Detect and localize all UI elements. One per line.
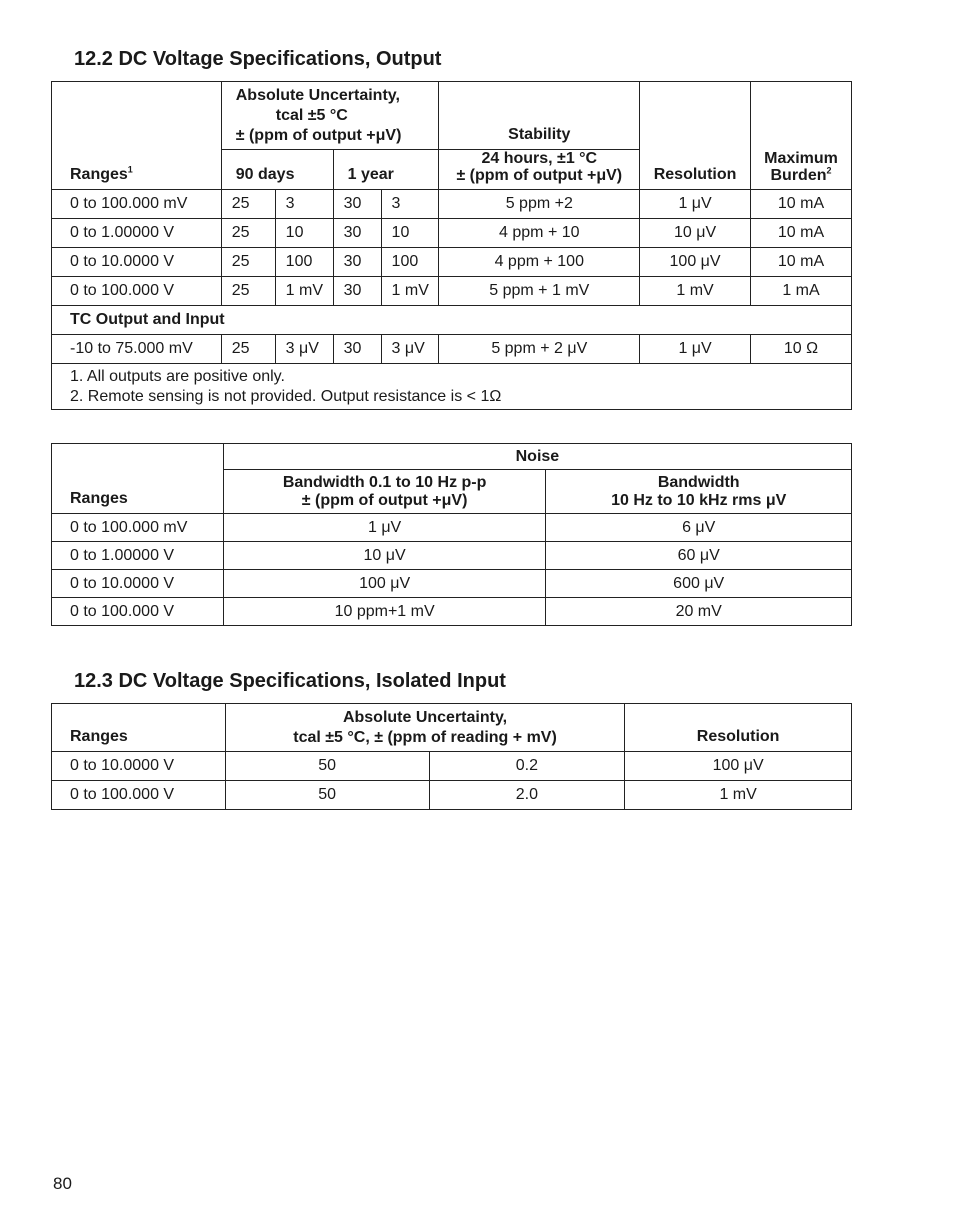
cell-resolution: 1 μV: [640, 335, 751, 364]
range-cell: 0 to 100.000 mV: [52, 190, 222, 219]
header-resolution: Resolution: [640, 82, 751, 190]
footnotes: [52, 364, 852, 410]
cell-stability: 4 ppm + 100: [439, 248, 640, 277]
cell-1y-uv: 3 μV: [381, 335, 439, 364]
header-absolute-uncertainty: Absolute Uncertainty, tcal ±5 °C ± (ppm of output +μV): [221, 82, 439, 150]
cell-mv: 0.2: [429, 752, 625, 781]
footnote-2: 2. Remote sensing is not provided. Output resistance is < 1Ω: [70, 387, 502, 405]
cell-stability: 4 ppm + 10: [439, 219, 640, 248]
page-number: 80: [53, 1174, 72, 1193]
range-cell: 0 to 1.00000 V: [52, 219, 222, 248]
iso-header-absolute-uncertainty: Absolute Uncertainty, tcal ±5 °C, ± (ppm of reading + mV): [225, 704, 624, 752]
header-1-year: 1 year: [333, 150, 439, 190]
section-title-isolated: 12.3 DC Voltage Specifications, Isolated Input: [74, 670, 506, 692]
cell-bw1: 1 μV: [223, 514, 546, 542]
cell-90d-uv: 3: [275, 190, 333, 219]
section-title-output: 12.2 DC Voltage Specifications, Output: [74, 48, 442, 70]
range-cell: 0 to 100.000 V: [52, 598, 224, 626]
cell-resolution: 100 μV: [625, 752, 852, 781]
cell-1y-ppm: 30: [333, 248, 381, 277]
cell-90d-uv: 3 μV: [275, 335, 333, 364]
noise-header-ranges: Ranges: [52, 444, 224, 514]
cell-resolution: 1 mV: [640, 277, 751, 306]
cell-1y-uv: 100: [381, 248, 439, 277]
range-cell: 0 to 100.000 mV: [52, 514, 224, 542]
cell-bw1: 100 μV: [223, 570, 546, 598]
cell-burden: 10 mA: [751, 219, 852, 248]
cell-resolution: 1 mV: [625, 781, 852, 810]
footnotes-row: [52, 364, 852, 410]
cell-burden: 10 mA: [751, 248, 852, 277]
cell-1y-ppm: 30: [333, 190, 381, 219]
cell-90d-ppm: 25: [221, 277, 275, 306]
cell-bw1: 10 ppm+1 mV: [223, 598, 546, 626]
table-row: [52, 570, 852, 598]
cell-1y-ppm: 30: [333, 335, 381, 364]
table-row: [52, 781, 852, 810]
iso-header-resolution: Resolution: [625, 704, 852, 752]
header-stability: Stability: [439, 82, 640, 150]
cell-burden: 1 mA: [751, 277, 852, 306]
noise-header-noise: Noise: [223, 444, 851, 470]
table-row: [52, 248, 852, 277]
cell-90d-uv: 100: [275, 248, 333, 277]
cell-resolution: 100 μV: [640, 248, 751, 277]
range-cell: -10 to 75.000 mV: [52, 335, 222, 364]
cell-stability: 5 ppm + 2 μV: [439, 335, 640, 364]
cell-ppm: 50: [225, 752, 429, 781]
cell-burden: 10 Ω: [751, 335, 852, 364]
isolated-input-table: [51, 703, 852, 810]
cell-1y-uv: 10: [381, 219, 439, 248]
cell-burden: 10 mA: [751, 190, 852, 219]
table-row: [52, 514, 852, 542]
table-row: [52, 277, 852, 306]
iso-header-ranges: Ranges: [52, 704, 226, 752]
cell-1y-uv: 3: [381, 190, 439, 219]
noise-table: [51, 443, 852, 626]
output-spec-table: [51, 81, 852, 410]
noise-header-bw2: Bandwidth 10 Hz to 10 kHz rms μV: [546, 470, 852, 514]
range-cell: 0 to 100.000 V: [52, 277, 222, 306]
cell-bw2: 600 μV: [546, 570, 852, 598]
noise-header-bw1: Bandwidth 0.1 to 10 Hz p-p ± (ppm of output +μV): [223, 470, 546, 514]
cell-90d-ppm: 25: [221, 248, 275, 277]
table-row: [52, 542, 852, 570]
cell-bw1: 10 μV: [223, 542, 546, 570]
cell-90d-ppm: 25: [221, 190, 275, 219]
cell-bw2: 60 μV: [546, 542, 852, 570]
cell-ppm: 50: [225, 781, 429, 810]
header-maximum-burden: Maximum Burden$^2$: [751, 82, 852, 190]
cell-1y-ppm: 30: [333, 277, 381, 306]
header-stability-24h: 24 hours, ±1 °C ± (ppm of output +μV): [439, 150, 640, 190]
cell-90d-ppm: 25: [221, 219, 275, 248]
cell-stability: 5 ppm + 1 mV: [439, 277, 640, 306]
footnote-1: 1. All outputs are positive only.: [70, 367, 285, 385]
range-cell: 0 to 10.0000 V: [52, 570, 224, 598]
table-row: [52, 598, 852, 626]
range-cell: 0 to 100.000 V: [52, 781, 226, 810]
range-cell: 0 to 10.0000 V: [52, 248, 222, 277]
cell-stability: 5 ppm +2: [439, 190, 640, 219]
header-ranges: Ranges$^1$: [52, 82, 222, 190]
range-cell: 0 to 10.0000 V: [52, 752, 226, 781]
cell-resolution: 1 μV: [640, 190, 751, 219]
cell-90d-uv: 1 mV: [275, 277, 333, 306]
tc-section-label: TC Output and Input: [52, 306, 852, 335]
table-row: [52, 752, 852, 781]
cell-90d-uv: 10: [275, 219, 333, 248]
header-90-days: 90 days: [221, 150, 333, 190]
cell-90d-ppm: 25: [221, 335, 275, 364]
table-row: [52, 219, 852, 248]
cell-resolution: 10 μV: [640, 219, 751, 248]
tc-section-row: [52, 306, 852, 335]
table-row: [52, 335, 852, 364]
table-row: [52, 190, 852, 219]
cell-1y-uv: 1 mV: [381, 277, 439, 306]
cell-bw2: 6 μV: [546, 514, 852, 542]
range-cell: 0 to 1.00000 V: [52, 542, 224, 570]
cell-1y-ppm: 30: [333, 219, 381, 248]
cell-mv: 2.0: [429, 781, 625, 810]
cell-bw2: 20 mV: [546, 598, 852, 626]
